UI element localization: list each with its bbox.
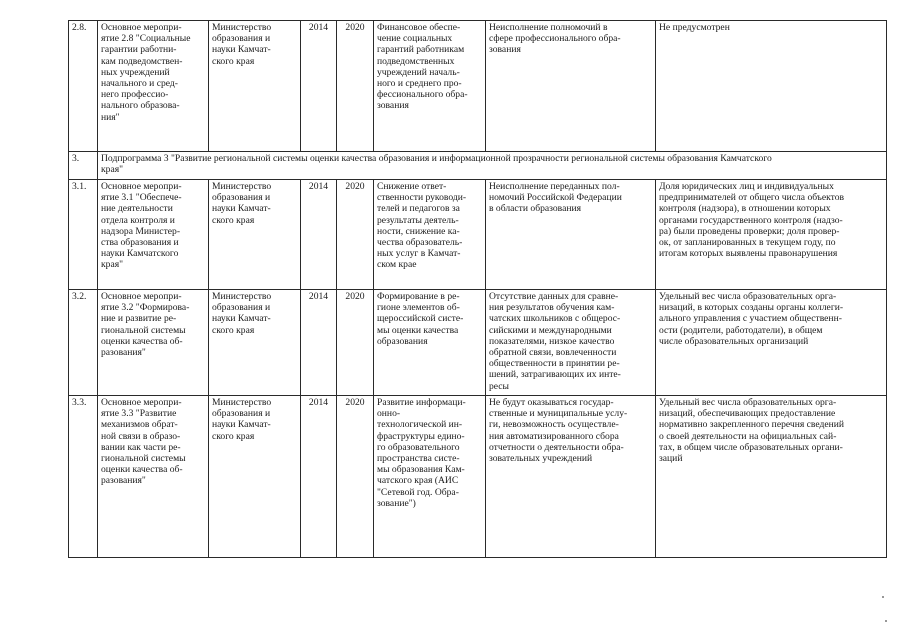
consequences-cell: Не будут оказываться государ- ственные и муниципальные услу- ги, невозможность осуществле- ния автоматизированного сбора отчетности о деятельности обра- зовательных учреждений <box>486 396 656 558</box>
end-year-cell: 2020 <box>337 290 374 396</box>
program-table <box>68 20 887 558</box>
executor-cell: Министерство образования и науки Камчат- ского края <box>209 180 301 290</box>
table-row <box>69 396 887 558</box>
consequences-cell: Отсутствие данных для сравне- ния результатов обучения кам- чатских школьников с общерос- сийскими и международными показателями, низкое качество обратной связи, вовлеченности общественности в принятии ре- шений, затрагивающих их инте- ресы <box>486 290 656 396</box>
row-number: 3.3. <box>69 396 98 558</box>
consequences-cell: Неисполнение переданных пол- номочий Российской Федерации в области образования <box>486 180 656 290</box>
table-row <box>69 21 887 152</box>
executor-cell: Министерство образования и науки Камчат- ского края <box>209 290 301 396</box>
end-year-cell: 2020 <box>337 180 374 290</box>
scan-speck <box>882 596 884 598</box>
result-cell: Формирование в ре- гионе элементов об- щероссийской систе- мы оценки качества образования <box>374 290 486 396</box>
scan-speck <box>885 620 887 622</box>
table-row <box>69 290 887 396</box>
event-cell: Основное меропри- ятие 3.3 "Развитие механизмов обрат- ной связи в образо- вании как части ре- гиональной системы оценки качества об- разования" <box>98 396 209 558</box>
event-cell: Основное меропри- ятие 3.2 "Формирова- ние и развитие ре- гиональной системы оценки качества об- разования" <box>98 290 209 396</box>
start-year-cell: 2014 <box>301 180 337 290</box>
row-number: 2.8. <box>69 21 98 152</box>
result-cell: Финансовое обеспе- чение социальных гарантий работникам подведомственных учреждений началь- ного и среднего про- фессионального обра- зования <box>374 21 486 152</box>
indicator-cell: Не предусмотрен <box>656 21 887 152</box>
end-year-cell: 2020 <box>337 396 374 558</box>
consequences-cell: Неисполнение полномочий в сфере профессионального обра- зования <box>486 21 656 152</box>
indicator-cell: Удельный вес числа образовательных орга- низаций, в которых созданы органы коллеги- ального управления с участием общественн- ости (родители, работодатели), в общем числе образовательных организаций <box>656 290 887 396</box>
executor-cell: Министерство образования и науки Камчат- ского края <box>209 396 301 558</box>
end-year-cell: 2020 <box>337 21 374 152</box>
executor-cell: Министерство образования и науки Камчат- ского края <box>209 21 301 152</box>
row-number: 3.1. <box>69 180 98 290</box>
indicator-cell: Доля юридических лиц и индивидуальных предпринимателей от общего числа объектов контроля (надзора), в отношении которых органами государственного контроля (надзо- ра) были проведены проверки; доля провер- ок, от запланированных в текущем году, по итогам которых выявлены правонарушения <box>656 180 887 290</box>
row-number: 3. <box>69 152 98 180</box>
table-row <box>69 180 887 290</box>
start-year-cell: 2014 <box>301 21 337 152</box>
table-row <box>69 152 887 180</box>
indicator-cell: Удельный вес числа образовательных орга- низаций, обеспечивающих предоставление нормативно закрепленного перечня сведений о своей деятельности на официальных сай- тах, в общем числе образовательных органи- заций <box>656 396 887 558</box>
result-cell: Развитие информаци- онно- технологической ин- фраструктуры едино- го образовательного пространства систе- мы образования Кам- чатского края (АИС "Сетевой год. Обра- зование") <box>374 396 486 558</box>
event-cell: Основное меропри- ятие 2.8 "Социальные гарантии работни- кам подведомствен- ных учреждений начального и сред- него профессио- нального образова- ния" <box>98 21 209 152</box>
start-year-cell: 2014 <box>301 396 337 558</box>
result-cell: Снижение ответ- ственности руководи- телей и педагогов за результаты деятель- ности, снижение ка- чества образователь- ных услуг в Камчат- ском крае <box>374 180 486 290</box>
start-year-cell: 2014 <box>301 290 337 396</box>
event-cell: Основное меропри- ятие 3.1 "Обеспече- ние деятельности отдела контроля и надзора Министер- ства образования и науки Камчатского края" <box>98 180 209 290</box>
row-number: 3.2. <box>69 290 98 396</box>
subprogram-heading: Подпрограмма 3 "Развитие региональной системы оценки качества образования и информационной прозрачности региональной системы образования Камчатского края" <box>98 152 887 180</box>
